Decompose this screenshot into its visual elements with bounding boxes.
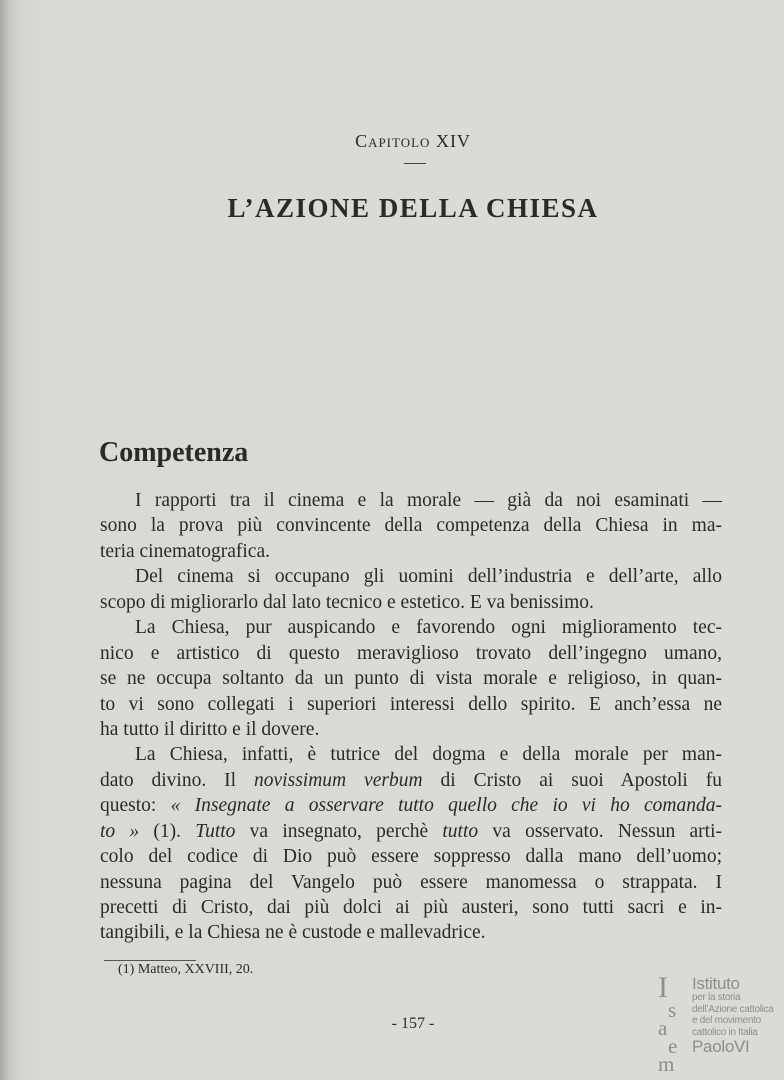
text-segment: Del cinema si occupano gli uomini dell’industria e dell’arte, allo	[135, 566, 722, 588]
section-title: Competenza	[99, 437, 249, 468]
text-line	[100, 539, 722, 564]
logo-line: PaoloVI	[692, 1037, 750, 1056]
italic-text: Tutto	[195, 820, 236, 842]
institute-watermark-logo	[658, 971, 778, 1076]
chapter-title: L’AZIONE DELLA CHIESA	[227, 193, 599, 223]
text-segment: colo del codice di Dio può essere soppresso dalla mano dell’uomo;	[100, 846, 722, 868]
italic-text: tutto	[442, 820, 479, 842]
chapter-divider	[404, 163, 426, 164]
logo-line: e del movimento	[692, 1015, 761, 1026]
text-line	[100, 793, 722, 818]
text-segment: La Chiesa, pur auspicando e favorendo ogni miglioramento tec-	[135, 617, 722, 639]
logo-line: Istituto	[692, 974, 740, 993]
logo-monogram	[658, 971, 690, 1076]
text-line	[100, 870, 722, 895]
text-segment: nico e artistico di questo meraviglioso trovato dell’ingegno umano,	[100, 642, 722, 664]
text-segment: di Cristo ai suoi Apostoli fu	[422, 769, 722, 791]
text-segment: va osservato. Nessun arti-	[478, 820, 722, 842]
text-segment: questo:	[100, 795, 171, 817]
logo-line: dell’Azione cattolica	[692, 1003, 774, 1015]
footnote-divider	[104, 960, 196, 961]
logo-letter: I	[658, 971, 668, 1004]
text-segment: dato divino. Il	[100, 769, 255, 791]
text-line	[100, 615, 722, 640]
text-line	[100, 844, 722, 869]
text-segment: (1).	[139, 820, 196, 842]
text-segment: sono la prova più convincente della competenza della Chiesa in ma-	[100, 515, 722, 537]
text-line	[100, 488, 722, 513]
text-segment: nessuna pagina del Vangelo può essere manomessa o strappata. I	[100, 871, 722, 893]
italic-text: to »	[100, 820, 140, 842]
text-line	[100, 920, 722, 945]
footnote: (1) Matteo, XXVIII, 20.	[118, 962, 254, 977]
text-line	[100, 564, 722, 589]
text-segment: scopo di migliorarlo dal lato tecnico e estetico. E va benissimo.	[100, 591, 594, 613]
logo-letter: m	[658, 1052, 675, 1076]
logo-letter: e	[668, 1034, 678, 1058]
text-line	[100, 590, 722, 615]
page-number: - 157 -	[391, 1015, 435, 1032]
text-segment: La Chiesa, infatti, è tutrice del dogma e della morale per man-	[135, 744, 722, 766]
logo-line: per la storia	[692, 992, 741, 1003]
text-segment: I rapporti tra il cinema e la morale — già da noi esaminati —	[135, 490, 722, 511]
body-text	[100, 488, 722, 946]
text-line	[100, 666, 722, 691]
text-segment: ha tutto il diritto e il dovere.	[100, 718, 320, 740]
text-segment: precetti di Cristo, dai più dolci ai più austeri, sono tutti sacri e in-	[100, 897, 722, 918]
text-segment: to vi sono collegati i superiori interessi dello spirito. E anch’essa ne	[100, 693, 722, 715]
chapter-label: Capitolo XIV	[355, 131, 471, 151]
text-segment: tangibili, e la Chiesa ne è custode e mallevadrice.	[100, 922, 486, 944]
text-line	[100, 768, 722, 793]
text-line	[100, 895, 722, 920]
text-line	[100, 717, 722, 742]
logo-letter: s	[668, 998, 677, 1022]
text-line	[100, 513, 722, 538]
text-line	[100, 641, 722, 666]
text-line	[100, 742, 722, 767]
text-line	[100, 819, 722, 844]
text-segment: va insegnato, perchè	[235, 820, 443, 842]
text-segment: se ne occupa soltanto da un punto di vista morale e religioso, in quan-	[100, 668, 722, 690]
logo-line: cattolico in Italia	[692, 1026, 758, 1038]
text-line	[100, 692, 722, 717]
italic-text: novissimum verbum	[254, 769, 423, 791]
logo-letter: a	[658, 1016, 668, 1040]
text-segment: teria cinematografica.	[100, 540, 270, 562]
italic-text: « Insegnate a osservare tutto quello che io vi ho comanda-	[170, 795, 722, 817]
